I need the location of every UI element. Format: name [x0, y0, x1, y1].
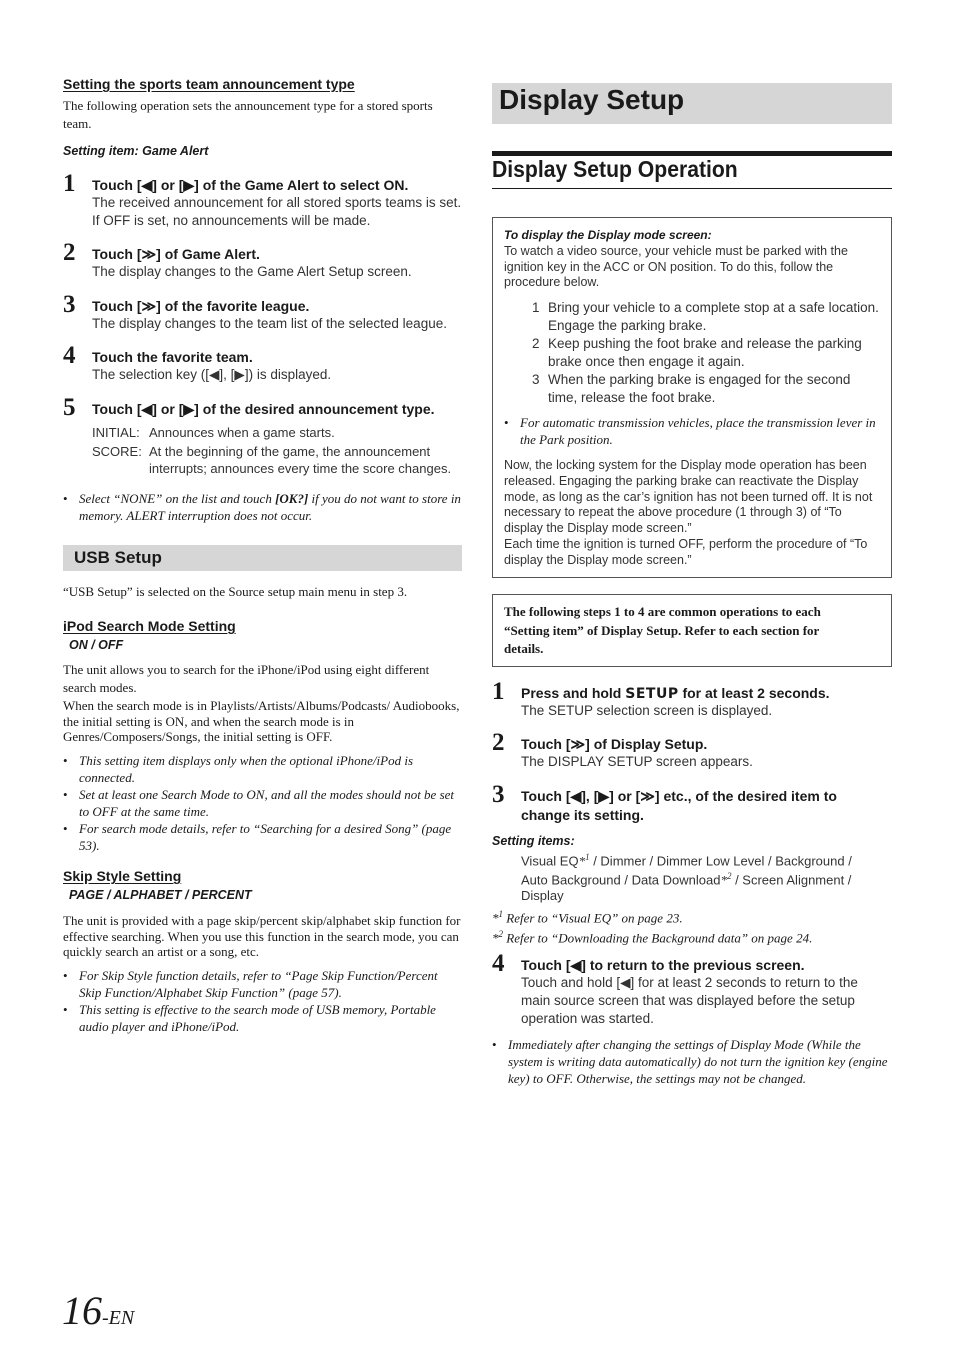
common-steps-box — [492, 594, 892, 667]
step-title: Touch [◀] or [▶] of the desired announcement type. — [92, 401, 435, 417]
skip-style-heading: Skip Style Setting — [63, 868, 182, 884]
ipod-search-p1: The unit allows you to search for the iPhone/iPod using eight different search modes. — [63, 662, 430, 695]
announcement-options — [92, 424, 462, 479]
note-item: • For automatic transmission vehicles, place the transmission lever in the Park position. — [504, 414, 882, 448]
step-desc: The DISPLAY SETUP screen appears. — [521, 754, 753, 769]
step-title: Touch [≫] of Display Setup. — [521, 736, 708, 752]
common-steps-text: The following steps 1 to 4 are common operations to each “Setting item” of Display Setup. Refer to each section for details. — [504, 604, 821, 656]
step-number: 3 — [63, 291, 76, 318]
step-number: 3 — [492, 781, 505, 808]
step-title: Touch [≫] of Game Alert. — [92, 246, 260, 262]
note-item: • Select “NONE” on the list and touch [OK?] if you do not want to store in memory. ALERT interruption does not occur. — [63, 490, 462, 524]
step-title: Touch [◀] to return to the previous screen. — [521, 957, 805, 973]
step-desc: The display changes to the Game Alert Setup screen. — [92, 264, 412, 279]
ok-key-label: [OK?] — [275, 491, 309, 506]
step-desc: The display changes to the team list of the selected league. — [92, 316, 447, 331]
display-mode-box — [492, 217, 892, 578]
display-mode-steps — [532, 299, 882, 406]
note-item: • Immediately after changing the settings of Display Mode (While the system is writing data automatically) do not turn the ignition key (engine key) to OFF. Otherwise, the settings may not be changed. — [492, 1036, 892, 1087]
section-title: Display Setup Operation — [492, 156, 738, 182]
display-mode-p2: Each time the ignition is turned OFF, perform the procedure of “To display the Display mode screen.” — [504, 536, 868, 567]
ipod-notes — [63, 752, 462, 854]
option-score — [92, 443, 462, 479]
section-rule-bottom — [492, 188, 892, 189]
setup-key-label: SETUP — [625, 686, 679, 702]
step-number: 1 — [492, 678, 505, 705]
setting-items-list: Visual EQ*$^1$ / Dimmer / Dimmer Low Level / Background / Auto Background / Data Download*$^2$ / Screen Alignment / Display — [521, 852, 852, 904]
usb-intro: “USB Setup” is selected on the Source setup main menu in step 3. — [63, 584, 408, 599]
step-number: 4 — [492, 950, 505, 977]
page-number — [62, 1287, 134, 1334]
page-number-suffix: -EN — [102, 1307, 135, 1329]
option-key: INITIAL: — [92, 425, 140, 440]
step-title: Press and hold SETUP for at least 2 seconds. — [521, 685, 830, 702]
sports-heading: Setting the sports team announcement type — [63, 76, 355, 92]
option-key: SCORE: — [92, 444, 142, 459]
note-item: • For Skip Style function details, refer to “Page Skip Function/Percent Skip Function/Alphabet Skip Function” (page 57). — [63, 967, 462, 1001]
ipod-search-heading: iPod Search Mode Setting — [63, 618, 236, 634]
step-desc: Touch and hold [◀] for at least 2 seconds to return to the main source screen that was displayed before the setup operation was started. — [521, 975, 858, 1026]
skip-style-p: The unit is provided with a page skip/percent skip/alphabet skip function for effective searching. When you use this function in the search mode, you can quickly search an artist or a song, etc. — [63, 913, 461, 959]
step-number: 5 — [63, 394, 76, 421]
note-item: • This setting item displays only when the optional iPhone/iPod is connected. — [63, 752, 462, 786]
page-title: Display Setup — [499, 84, 685, 115]
procedure-step: 3 When the parking brake is engaged for the second time, release the foot brake. — [532, 372, 851, 405]
display-setup-band — [492, 83, 892, 124]
setting-items-label: Setting items: — [492, 834, 575, 848]
display-mode-p1: Now, the locking system for the Display mode operation has been released. Engaging the parking brake can reactivate the Display mode, as long as the car’s ignition has not been turned off. It is not necessary to repeat the above procedure (1 through 3) of “To display the Display mode screen.” — [504, 458, 873, 536]
option-text: At the beginning of the game, the announcement interrupts; announces every time the score changes. — [149, 444, 452, 476]
display-mode-paragraphs — [504, 458, 884, 569]
transmission-note — [504, 414, 882, 448]
step-title: Touch [◀] or [▶] of the Game Alert to select ON. — [92, 177, 409, 193]
skip-style-values: PAGE / ALPHABET / PERCENT — [69, 888, 252, 902]
footnote: *$^1$ Refer to “Visual EQ” on page 23. — [492, 909, 683, 926]
step-number: 2 — [63, 239, 76, 266]
procedure-step: 1 Bring your vehicle to a complete stop at a safe location. Engage the parking brake. — [532, 300, 879, 333]
step-number: 1 — [63, 170, 76, 197]
usb-setup-title: USB Setup — [74, 548, 162, 567]
step-desc: The selection key ([◀], [▶]) is displayed. — [92, 367, 332, 382]
display-mode-intro: To watch a video source, your vehicle must be parked with the ignition key in the ACC or ON position. To do this, follow the procedure below. — [504, 244, 848, 289]
step-desc: The received announcement for all stored sports teams is set. If OFF is set, no announcements will be made. — [92, 195, 462, 228]
sports-setting-item: Setting item: Game Alert — [63, 144, 209, 158]
display-mode-heading: To display the Display mode screen: — [504, 228, 712, 242]
note-item: • For search mode details, refer to “Searching for a desired Song” (page 53). — [63, 820, 462, 854]
usb-setup-band — [63, 545, 462, 571]
step-number: 2 — [492, 729, 505, 756]
ipod-search-p2: When the search mode is in Playlists/Artists/Albums/Podcasts/ Audiobooks, the initial setting is ON, and when the search mode is in Genres/Composers/Songs, the initial setting is OFF. — [63, 698, 460, 744]
option-text: Announces when a game starts. — [149, 425, 335, 440]
skip-notes — [63, 967, 462, 1035]
ipod-search-values: ON / OFF — [69, 638, 124, 652]
page-number-digits: 16 — [62, 1288, 102, 1333]
note-item: • This setting is effective to the search mode of USB memory, Portable audio player and iPhone/iPod. — [63, 1001, 462, 1035]
sports-intro: The following operation sets the announcement type for a stored sports team. — [63, 98, 433, 131]
step-title: Touch [≫] of the favorite league. — [92, 298, 310, 314]
final-note — [492, 1036, 892, 1087]
step-number: 4 — [63, 342, 76, 369]
note-item: • Set at least one Search Mode to ON, and all the modes should not be set to OFF at the same time. — [63, 786, 462, 820]
option-initial — [92, 424, 462, 443]
step-title: Touch [◀], [▶] or [≫] etc., of the desired item to change its setting. — [521, 788, 837, 823]
step-title: Touch the favorite team. — [92, 349, 253, 365]
procedure-step: 2 Keep pushing the foot brake and release the parking brake once then engage it again. — [532, 336, 862, 369]
footnote: *$^2$ Refer to “Downloading the Background data” on page 24. — [492, 929, 813, 946]
footnotes — [492, 906, 892, 947]
step-desc: The SETUP selection screen is displayed. — [521, 703, 773, 718]
sports-note — [63, 490, 462, 524]
